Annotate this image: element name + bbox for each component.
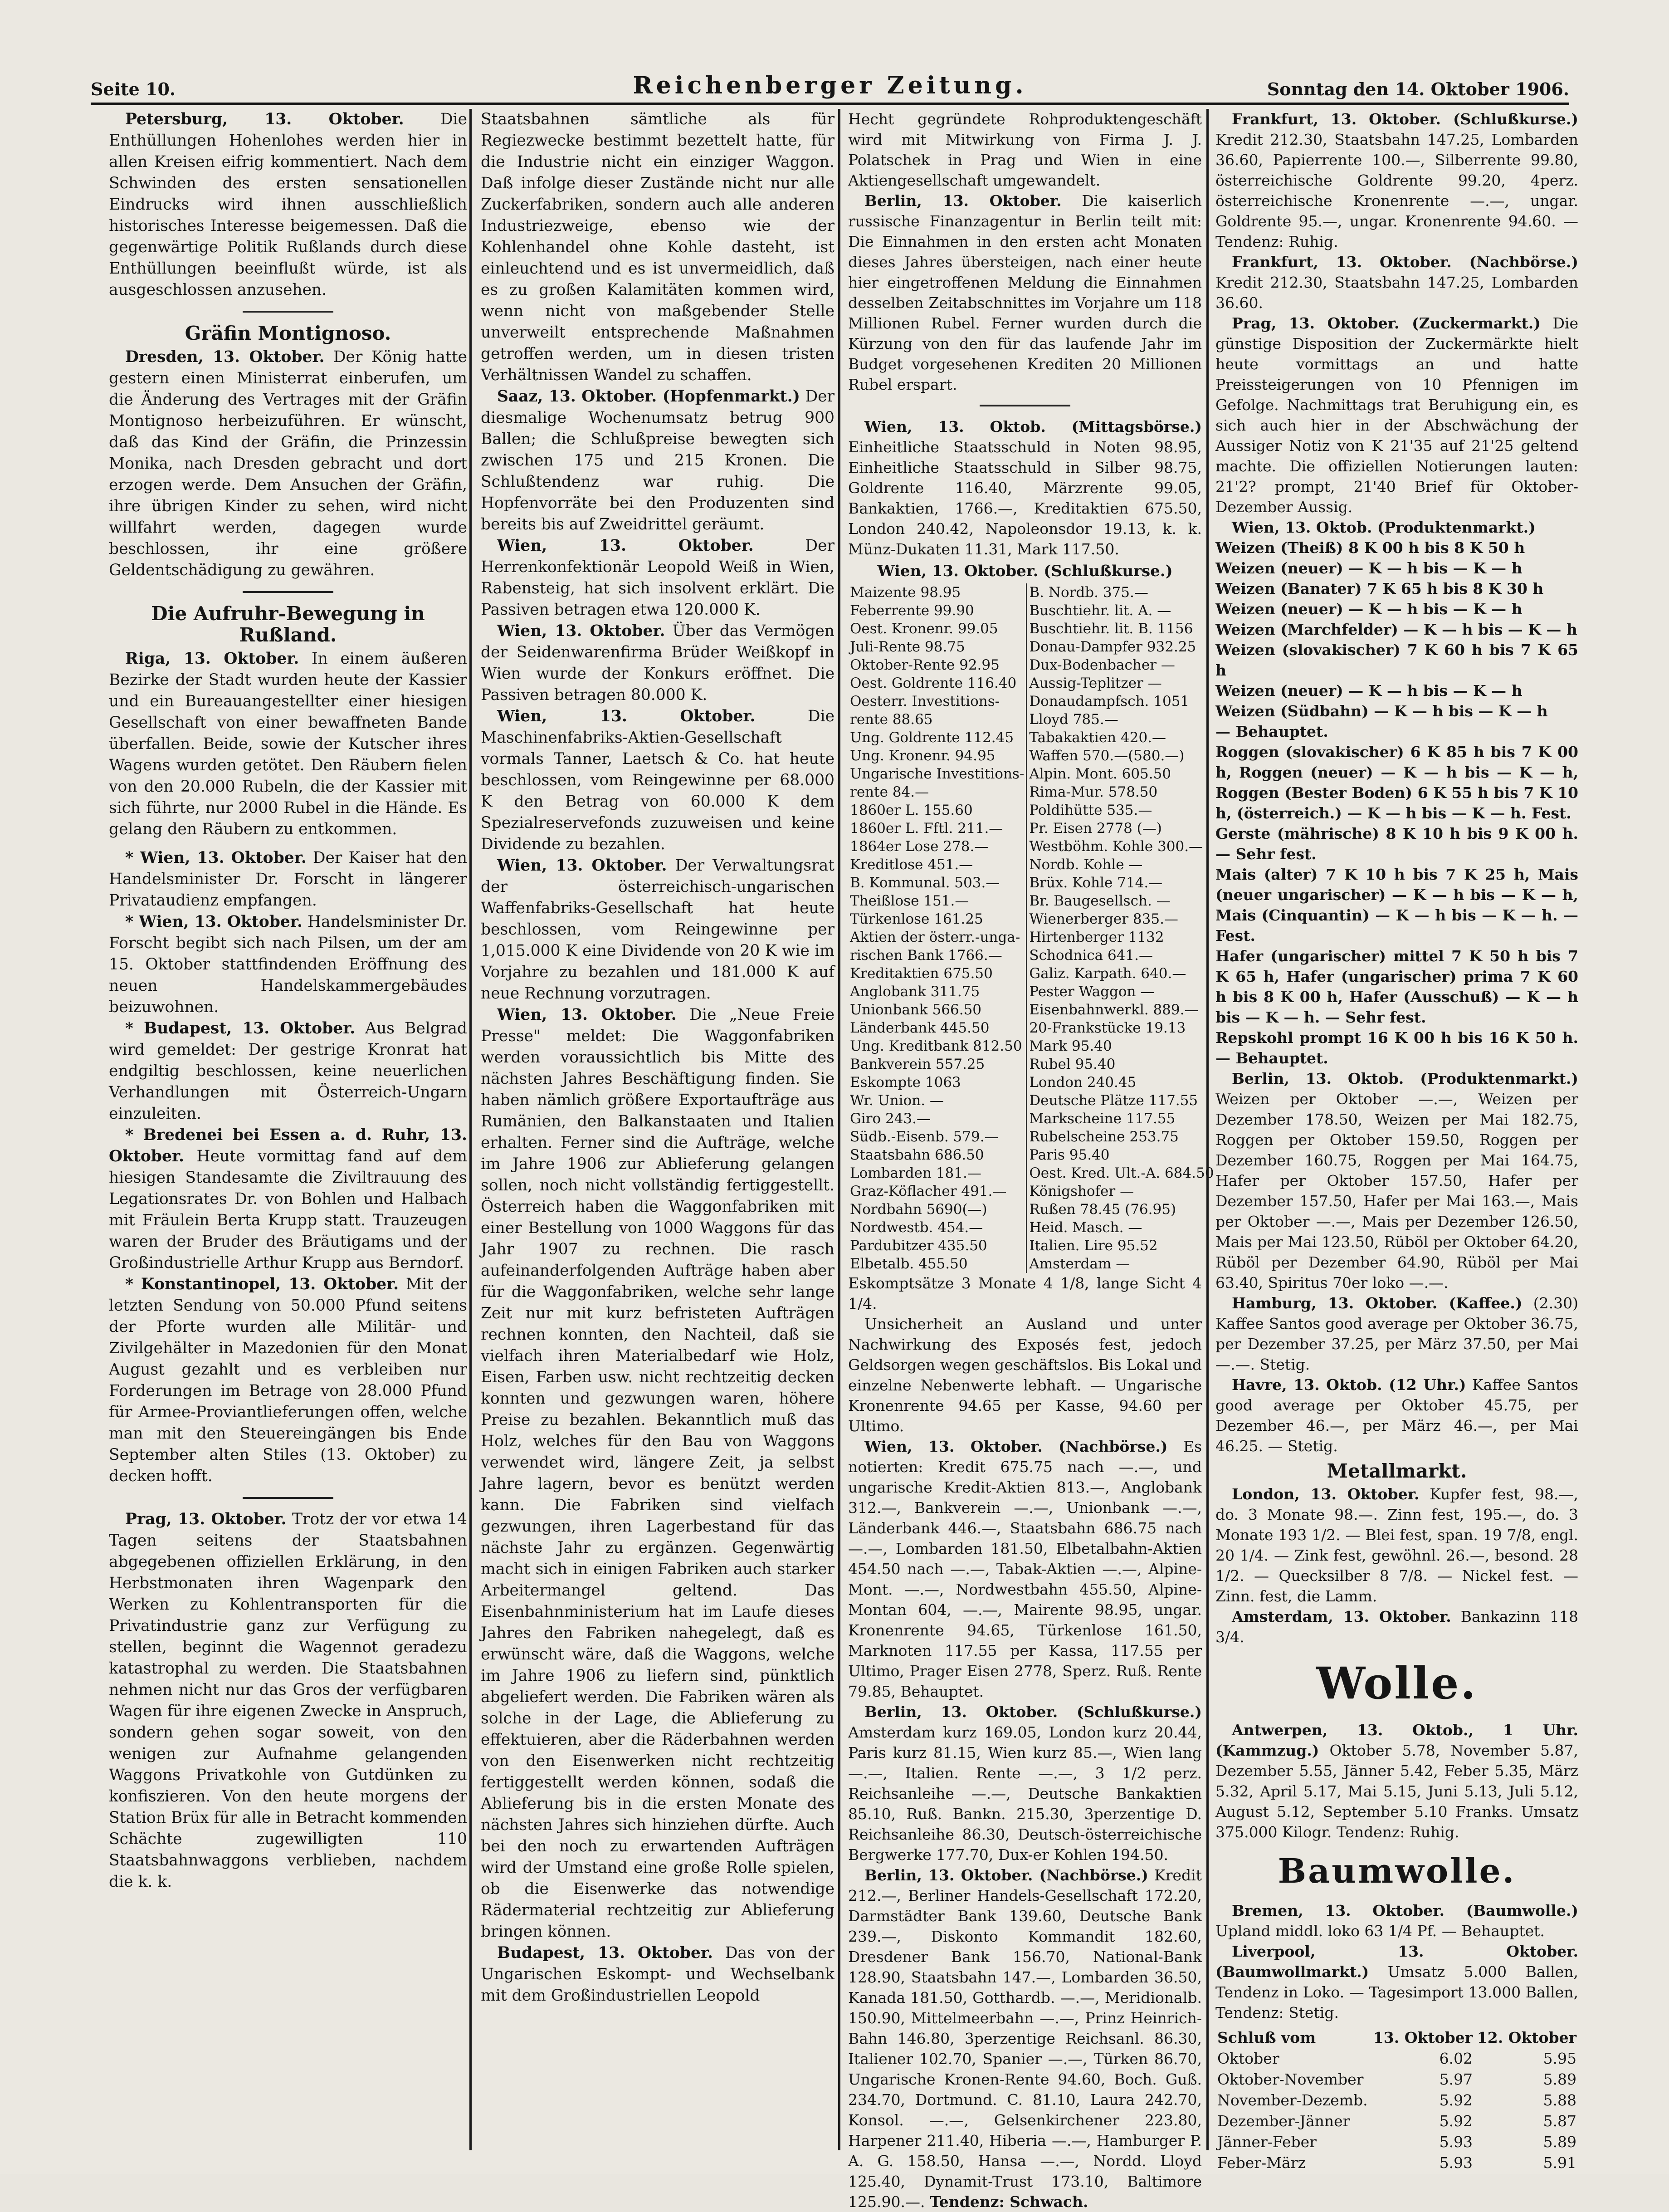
table-cell: Anglobank 311.75 bbox=[848, 983, 1027, 1001]
table-cell: Schodnica 641.— bbox=[1029, 947, 1153, 964]
table-cell: Nordb. Kohle — bbox=[1029, 856, 1143, 873]
table-cell: Königshofer — bbox=[1029, 1183, 1134, 1199]
table-cell: Oest. Kronenr. 99.05 bbox=[848, 620, 1027, 638]
table-cell: B. Nordb. 375.— bbox=[1029, 584, 1148, 601]
list-item: Weizen (Marchfelder) — K — h bis — K — h bbox=[1215, 621, 1577, 638]
table-cell: Südb.-Eisenb. 579.— bbox=[848, 1128, 1027, 1146]
table-cell: Aktien der österr.-unga- bbox=[848, 928, 1027, 946]
article-antwerpen: Antwerpen, 13. Oktob., 1 Uhr. (Kammzug.) Oktober 5.78, November 5.87, Dezember 5.55, Jänner 5.42, Feber 5.35, März 5.32, April 5.17, Mai 5.15, Juni 5.13, Juli 5.12, August 5.12, September 5.10 Franks. Umsatz 375.000 Kilogr. Tendenz: Ruhig. bbox=[1215, 1721, 1578, 1841]
table-row bbox=[848, 692, 1215, 710]
article-wien-waggon: Wien, 13. Oktober. Die „Neue Freie Presse" meldet: Die Waggonfabriken werden voraussichtlich bis Mitte des nächsten Jahres Beschäftigung finden. Sie haben nämlich größere Exportaufträge aus Rumänien, den Balkanstaaten und Italien erhalten. Ferner sind die Aufträge, welche im Jahre 1906 zur Ablieferung gelangen sollen, noch nicht vollständig fertiggestellt. Österreich haben die Waggonfabriken mit einer Bestellung von 1000 Waggons für das Jahr 1907 zu rechnen. Die rasch aufeinanderfolgenden Aufträge haben aber für die Waggonfabriken, welche sehr lange Zeit nur mit kurz befristeten Aufträgen rechnen konnten, den Nachteil, daß sie vielfach ihren Materialbedarf wie Holz, Eisen, Farben usw. nicht rechtzeitig decken konnten und gezwungen waren, höhere Preise zu bezahlen. Bekanntlich muß das Holz, welches für den Bau von Waggons verwendet wird, längere Zeit, ja selbst Jahre lagern, bevor es benützt werden kann. Die Fabriken sind vielfach gezwungen, ihren Lagerbestand für das nächste Jahr zu ergänzen. Gegenwärtig macht sich in einigen Fabriken auch starker Arbeitermangel geltend. Das Eisenbahnministerium hat im Laufe dieses Jahres den Fabriken nahegelegt, daß es erwünscht wäre, daß die Waggons, welche im Jahre 1906 zu liefern sind, pünktlich abgeliefert werden. Die Fabriken wären als solche in der Lage, die Ablieferung zu effektuieren, aber die Räderbahnen werden von den Eisenwerken nicht rechtzeitig fertiggestellt werden können, sodaß die Ablieferung bis in die ersten Monate des nächsten Jahres sich hinziehen dürfte. Auch bei den noch zu erwartenden Aufträgen wird der Umstand eine große Rolle spielen, ob die Eisenwerke das notwendige Rädermaterial rechtzeitig zur Ablieferung bringen können. bbox=[481, 1006, 834, 1941]
kurse-title: Wien, 13. Oktober. (Schlußkurse.) bbox=[877, 562, 1173, 580]
table-header: 12. Oktober bbox=[1477, 2029, 1576, 2046]
article-frankfurt-schluss: Frankfurt, 13. Oktober. (Schlußkurse.) Kredit 212.30, Staatsbahn 147.25, Lombarden 36.60, Papierrente 100.—, Silberrente 99.80, österreichische Goldrente 99.20, 4perz. österreichische Kronenrente —.—, ungar. Goldrente 95.—, ungar. Kronenrente 94.60. — Tendenz: Ruhig. bbox=[1215, 110, 1578, 250]
article-budapest-eskompt: Budapest, 13. Oktober. Das von der Ungarischen Eskompt- und Wechselbank mit dem Großindustriellen Leopold bbox=[481, 1944, 835, 2005]
table-row bbox=[848, 1091, 1215, 1110]
list-item: Roggen (slovakischer) 6 K 85 h bis 7 K 00 h, Roggen (neuer) — K — h bis — K — h, Roggen (Bester Boden) 6 K 55 h bis 7 K 10 h, (österreich.) — K — h bis — K — h. Fest. bbox=[1215, 743, 1578, 822]
table-row bbox=[848, 1019, 1215, 1037]
table-cell: Wienerberger 835.— bbox=[1029, 911, 1178, 927]
table-cell: Pr. Eisen 2778 (—) bbox=[1029, 820, 1162, 837]
table-cell: Graz-Köflacher 491.— bbox=[848, 1182, 1027, 1200]
table-cell: rente 84.— bbox=[848, 783, 1027, 801]
headline-baumwolle: Baumwolle. bbox=[1278, 1852, 1516, 1891]
table-cell: Amsterdam — bbox=[1029, 1256, 1130, 1272]
issue-date: Sonntag den 14. Oktober 1906. bbox=[1267, 79, 1569, 99]
headline-montignoso: Gräfin Montignoso. bbox=[185, 322, 391, 344]
article-liverpool: Liverpool, 13. Oktober. (Baumwollmarkt.) Umsatz 5.000 Ballen, Tendenz in Loko. — Tagesimport 13.000 Ballen, Tendenz: Stetig. bbox=[1215, 1943, 1578, 2021]
article-dresden: Dresden, 13. Oktober. Der König hatte gestern einen Ministerrat einberufen, um die Änderung des Vertrages mit der Gräfin Montignoso herbeizuführen. Er wünscht, daß das Kind der Gräfin, die Prinzessin Monika, nach Dresden gebracht und dort erzogen werde. Dem Ansuchen der Gräfin, ihre übrigen Kinder zu sehen, wird nicht willfahrt werden, dagegen wurde beschlossen, ihr eine größere Geldentschädigung zu gewähren. bbox=[109, 348, 467, 579]
table-header: Schluß vom bbox=[1217, 2029, 1316, 2046]
separator bbox=[980, 405, 1070, 406]
page-header bbox=[91, 68, 1569, 100]
table-cell: 5.93 bbox=[1439, 2154, 1473, 2172]
article-wien-2: * Wien, 13. Oktober. Handelsminister Dr. Forscht begibt sich nach Pilsen, um der am 15. Oktober stattfindenden Eröffnung des neuen Handelskammergebäudes beizuwohnen. bbox=[109, 913, 468, 1016]
table-cell: 1864er Lose 278.— bbox=[848, 837, 1027, 856]
table-cell: Buschtiehr. lit. A. — bbox=[1029, 602, 1171, 619]
article-london-metal: London, 13. Oktober. Kupfer fest, 98.—, do. 3 Monate 98.—. Zinn fest, 195.—, do. 3 Monate 193 1/2. — Blei fest, span. 19 7/8, engl. 20 1/4. — Zink fest, gewöhnl. 26.—, besond. 28 1/2. — Quecksilber 8 7/8. — Nickel fest. — Zinn. fest, die Lamm. bbox=[1215, 1485, 1578, 1605]
table-row bbox=[848, 1219, 1215, 1237]
list-item: Hafer (ungarischer) mittel 7 K 50 h bis 7 K 65 h, Hafer (ungarischer) prima 7 K 60 h bis 8 K 00 h, Hafer (Ausschuß) — K — h bis — K — h. — Sehr fest. bbox=[1215, 947, 1578, 1026]
table-row bbox=[848, 1001, 1215, 1019]
article-bremen: Bremen, 13. Oktober. (Baumwolle.) Upland middl. loko 63 1/4 Pf. — Behauptet. bbox=[1215, 1902, 1578, 1940]
table-cell: Nordwestb. 454.— bbox=[848, 1219, 1027, 1237]
article-wien-mittagsboerse: Wien, 13. Oktob. (Mittagsbörse.) Einheitliche Staatsschuld in Noten 98.95, Einheitliche Staatsschuld in Silber 98.75, Goldrente 116.40, Märzrente 99.05, Bankaktien, 1766.—, Kreditaktien 675.50, London 240.42, Napoleonsdor 19.13, k. k. Münz-Dukaten 11.31, Mark 117.50. bbox=[848, 418, 1202, 558]
table-row bbox=[848, 1055, 1215, 1073]
table-cell: Feberrente 99.90 bbox=[848, 602, 1027, 620]
table-cell: Wr. Union. — bbox=[848, 1091, 1027, 1110]
table-cell: Kreditlose 451.— bbox=[848, 856, 1027, 874]
table-row bbox=[848, 964, 1215, 983]
headline-wolle: Wolle. bbox=[1316, 1658, 1478, 1709]
article-wien-produkten: Wien, 13. Oktob. (Produktenmarkt.) bbox=[1232, 519, 1536, 536]
article-hamburg-kaffee: Hamburg, 13. Oktober. (Kaffee.) (2.30) Kaffee Santos good average per Oktober 36.75, per Dezember 37.25, per März 37.50, per Mai —.—. Stetig. bbox=[1215, 1294, 1578, 1373]
column-rule bbox=[838, 109, 840, 2150]
article-havre-kaffee: Havre, 13. Oktob. (12 Uhr.) Kaffee Santos good average per Oktober 45.75, per Dezember 46.—, per März 46.—, per Mai 46.25. — Stetig. bbox=[1215, 1376, 1579, 1455]
table-header: 13. Oktober bbox=[1373, 2029, 1473, 2046]
table-row bbox=[848, 928, 1215, 946]
table-cell: Galiz. Karpath. 640.— bbox=[1029, 965, 1186, 982]
table-row bbox=[1215, 2090, 1578, 2111]
table-row bbox=[848, 1128, 1215, 1146]
table-row bbox=[848, 1200, 1215, 1219]
table-cell: Bankverein 557.25 bbox=[848, 1055, 1027, 1073]
table-cell: Waffen 570.—(580.—) bbox=[1029, 748, 1185, 764]
article-berlin-schluss: Berlin, 13. Oktober. (Schlußkurse.) Amsterdam kurz 169.05, London kurz 20.44, Paris kurz 81.15, Wien kurz 85.—, Wien lang —.—, Italien. Rente —.—, 3 1/2 perz. Reichsanleihe —.—, Deutsche Bankaktien 85.10, Ruß. Bankn. 215.30, 3perzentige D. Reichsanleihe 86.30, Deutsch-österreichische Bergwerke 177.70, Dux-er Kohlen 194.50. bbox=[848, 1703, 1202, 1864]
table-cell: rischen Bank 1766.— bbox=[848, 946, 1027, 964]
article-wien-tanner: Wien, 13. Oktober. Die Maschinenfabriks-Aktien-Gesellschaft vormals Tanner, Laetsch & Co. hat heute beschlossen, vom Reingewinne per 68.000 K den Betrag von 60.000 K dem Spezialreservefonds zuzuweisen und keine Dividende zu bezahlen. bbox=[481, 707, 834, 853]
grain-list bbox=[1215, 538, 1578, 1068]
separator bbox=[243, 591, 333, 593]
table-cell: Br. Baugesellsch. — bbox=[1029, 893, 1171, 909]
list-item: Weizen (neuer) — K — h bis — K — h bbox=[1215, 600, 1523, 618]
table-row bbox=[1215, 2048, 1578, 2069]
table-row bbox=[848, 583, 1215, 602]
article-budapest: * Budapest, 13. Oktober. Aus Belgrad wird gemeldet: Der gestrige Kronrat hat endgiltig beschlossen, keine neuerlichen Verhandlungen mit Österreich-Ungarn einzuleiten. bbox=[109, 1019, 467, 1123]
masthead: Reichenberger Zeitung. bbox=[633, 72, 1027, 99]
table-cell: Jänner-Feber bbox=[1217, 2133, 1317, 2151]
table-row bbox=[848, 729, 1215, 747]
table-cell: Markscheine 117.55 bbox=[1029, 1111, 1176, 1127]
table-cell: 5.88 bbox=[1543, 2091, 1576, 2109]
article-berlin-produkten: Berlin, 13. Oktob. (Produktenmarkt.) Weizen per Oktober —.—, Weizen per Dezember 178.50, Weizen per Mai 182.75, Roggen per Oktober 159.50, Roggen per Dezember 160.75, Roggen per Mai 164.75, Hafer per Oktober 157.50, Hafer per Dezember 157.50, Hafer per Mai 163.—, Mais per Oktober —.—, Mais per Dezember 126.50, Mais per Mai 123.50, Rüböl per Oktober 64.20, Rüböl per Dezember 64.90, Rüböl per Mai 63.40, Spiritus 70er loko —.—. bbox=[1215, 1070, 1578, 1292]
table-row bbox=[848, 765, 1215, 783]
table-cell: Brüx. Kohle 714.— bbox=[1029, 875, 1163, 891]
table-cell: Elbetalb. 455.50 bbox=[848, 1255, 1027, 1273]
table-cell: Westböhm. Kohle 300.— bbox=[1029, 838, 1203, 855]
article-wien-waffen: Wien, 13. Oktober. Der Verwaltungsrat der österreichisch-ungarischen Waffenfabriks-Gesellschaft hat heute beschlossen, vom Reingewinne per 1,015.000 K eine Dividende von 20 K wie im Vorjahre zu bezahlen und 181.000 K auf neue Rechnung vorzutragen. bbox=[481, 856, 835, 1003]
separator bbox=[243, 1497, 333, 1499]
table-cell: 1860er L. Fftl. 211.— bbox=[848, 819, 1027, 837]
table-row bbox=[1215, 2153, 1578, 2173]
article-wien-1: * Wien, 13. Oktober. Der Kaiser hat den Handelsminister Dr. Forscht in längerer Privataudienz empfangen. bbox=[109, 849, 468, 910]
table-cell: Kreditaktien 675.50 bbox=[848, 964, 1027, 983]
table-cell: 6.02 bbox=[1439, 2050, 1473, 2067]
table-row bbox=[848, 856, 1215, 874]
table-cell: Italien. Lire 95.52 bbox=[1029, 1238, 1158, 1254]
list-item: — Behauptet. bbox=[1215, 723, 1328, 740]
table-cell: Deutsche Plätze 117.55 bbox=[1029, 1092, 1198, 1109]
table-cell: Staatsbahn 686.50 bbox=[848, 1146, 1027, 1164]
article-saaz: Saaz, 13. Oktober. (Hopfenmarkt.) Der diesmalige Wochenumsatz betrug 900 Ballen; die Schlußpreise bewegten sich zwischen 175 und 215 Kronen. Die Schlußtendenz war ruhig. Die Hopfenvorräte bei den Produzenten sind bereits bis auf Zweidrittel geräumt. bbox=[481, 387, 835, 533]
list-item: Weizen (neuer) — K — h bis — K — h bbox=[1215, 559, 1523, 577]
market-comment: Unsicherheit an Ausland und unter Nachwirkung des Exposés fest, jedoch Geldsorgen wegen geschäftslos. Bis Lokal und einzelne Nebenwerte lebhaft. — Ungarische Kronenrente 94.65 per Kasse, 94.60 per Ultimo. bbox=[848, 1315, 1202, 1435]
list-item: Weizen (slovakischer) 7 K 60 h bis 7 K 65 h bbox=[1215, 641, 1578, 679]
column-rule bbox=[469, 109, 472, 2150]
table-cell: Donau-Dampfer 932.25 bbox=[1029, 639, 1196, 655]
article-konstantinopel: * Konstantinopel, 13. Oktober. Mit der letzten Sendung von 50.000 Pfund seitens der Pforte wurden alle Militär- und Zivilgehälter in Mazedonien für den Monat August gezahlt und es verbleiben nur Forderungen im Betrage von 28.000 Pfund für Armee-Proviantlieferungen offen, welche man mit den Steuereingängen bis Ende September alten Stiles (13. Oktober) zu decken hofft. bbox=[109, 1275, 467, 1485]
table-cell: 5.87 bbox=[1543, 2112, 1576, 2130]
list-item: Gerste (mährische) 8 K 10 h bis 9 K 00 h. — Sehr fest. bbox=[1215, 825, 1578, 863]
article-prag-wagennot: Prag, 13. Oktober. Trotz der vor etwa 14 Tagen seitens der Staatsbahnen abgegebenen offiziellen Erklärung, in den Herbstmonaten ihren Wagenpark den Werken zu Kohlentransporten für die Privatindustrie ganz zur Verfügung zu stellen, beginnt die Wagennot geradezu katastrophal zu werden. Die Staatsbahnen nehmen nicht nur das Gros der verfügbaren Wagen für ihre eigenen Zwecke in Anspruch, sondern gehen sogar soweit, von den wenigen zur Aufnahme gelangenden Waggons Privatkohle von Gutdünken zu konfiszieren. Von den heute morgens der Station Brüx für alle in Betracht kommenden Schächte zugewilligten 110 Staatsbahnwaggons verblieben, nachdem die k. k. bbox=[109, 1510, 467, 1891]
table-cell: Eisenbahnwerkl. 889.— bbox=[1029, 1002, 1199, 1018]
list-item: Weizen (Banater) 7 K 65 h bis 8 K 30 h bbox=[1215, 580, 1544, 597]
table-row bbox=[848, 874, 1215, 892]
table-row bbox=[848, 674, 1215, 692]
table-row bbox=[848, 747, 1215, 765]
table-row bbox=[848, 656, 1215, 674]
table-cell: Heid. Masch. — bbox=[1029, 1219, 1142, 1236]
table-cell: Donaudampfsch. 1051 bbox=[1029, 693, 1190, 710]
table-cell: Ungarische Investitions- bbox=[848, 765, 1027, 783]
article-riga: Riga, 13. Oktober. In einem äußeren Bezirke der Stadt wurden heute der Kassier und ein Bureauangestellter einer hiesigen Gesellschaft von einer bewaffneten Bande überfallen. Beide, sowie der Kutscher ihres Wagens wurden getötet. Den Räubern fielen von den 20.000 Rubeln, die der Kassier mit sich führte, nur 2000 Rubel in die Hände. Es gelang den Räubern zu entkommen. bbox=[109, 650, 468, 838]
article-wien-nachboerse: Wien, 13. Oktober. (Nachbörse.) Es notierten: Kredit 675.75 nach —.—, und ungarische Kredit-Aktien 813.—, Anglobank 312.—, Bankverein —.—, Unionbank —.—, Länderbank 446.—, Staatsbahn 686.75 nach —.—, Lombarden 181.50, Elbetalbahn-Aktien 454.50 nach —.—, Tabak-Aktien —.—, Alpine-Mont. —.—, Nordwestbahn 455.50, Alpine-Montan 604, —.—, Mairente 98.95, ungar. Kronenrente 94.65, Türkenlose 161.50, Marknoten 117.55 per Kassa, 117.55 per Ultimo, Prager Eisen 2778, Sperz. Ruß. Rente 79.85, Behauptet. bbox=[848, 1438, 1202, 1700]
table-cell: London 240.45 bbox=[1029, 1074, 1137, 1091]
table-row bbox=[848, 892, 1215, 910]
table-cell: Türkenlose 161.25 bbox=[848, 910, 1027, 928]
table-cell: Oktober-November bbox=[1217, 2070, 1364, 2088]
table-cell: Ung. Goldrente 112.45 bbox=[848, 729, 1027, 747]
table-cell: Rima-Mur. 578.50 bbox=[1029, 784, 1158, 800]
article-amsterdam: Amsterdam, 13. Oktober. Bankazinn 118 3/4. bbox=[1215, 1608, 1578, 1646]
table-cell: Pardubitzer 435.50 bbox=[848, 1237, 1027, 1255]
table-cell: 5.93 bbox=[1439, 2133, 1473, 2151]
page-number: Seite 10. bbox=[91, 79, 176, 99]
headline-metallmarkt: Metallmarkt. bbox=[1327, 1460, 1467, 1482]
table-row bbox=[1215, 2111, 1578, 2132]
table-row bbox=[848, 1146, 1215, 1164]
table-row bbox=[848, 602, 1215, 620]
table-cell: Tabakaktien 420.— bbox=[1029, 729, 1166, 746]
table-cell: 20-Frankstücke 19.13 bbox=[1029, 1020, 1186, 1036]
table-cell: Dezember-Jänner bbox=[1217, 2112, 1350, 2130]
table-cell: Giro 243.— bbox=[848, 1110, 1027, 1128]
table-row bbox=[848, 837, 1215, 856]
table-cell: 5.89 bbox=[1543, 2070, 1576, 2088]
table-row bbox=[848, 638, 1215, 656]
eskomptsaetze: Eskomptsätze 3 Monate 4 1/8, lange Sicht 4 1/4. bbox=[848, 1274, 1202, 1312]
table-cell: Rubelscheine 253.75 bbox=[1029, 1129, 1179, 1145]
table-row bbox=[848, 710, 1215, 729]
table-cell: 1860er L. 155.60 bbox=[848, 801, 1027, 819]
table-cell: Maizente 98.95 bbox=[848, 583, 1027, 602]
table-cell: Paris 95.40 bbox=[1029, 1147, 1110, 1163]
table-cell: Lombarden 181.— bbox=[848, 1164, 1027, 1182]
table-cell: November-Dezemb. bbox=[1217, 2091, 1368, 2109]
table-cell: 5.92 bbox=[1439, 2112, 1473, 2130]
table-cell: Oest. Kred. Ult.-A. 684.50 bbox=[1029, 1165, 1214, 1181]
table-cell: B. Kommunal. 503.— bbox=[848, 874, 1027, 892]
table-row bbox=[1215, 2069, 1578, 2090]
table-cell: rente 88.65 bbox=[848, 710, 1027, 729]
headline-aufruhr: Die Aufruhr-Bewegung in Rußland. bbox=[151, 602, 425, 646]
table-cell: Rußen 78.45 (76.95) bbox=[1029, 1201, 1176, 1218]
article-berlin-nachboerse: Berlin, 13. Oktober. (Nachbörse.) Kredit 212.—, Berliner Handels-Gesellschaft 172.20, Darmstädter Bank 139.60, Deutsche Bank 239.—, Diskonto Kommandit 182.60, Dresdener Bank 156.70, National-Bank 128.90, Staatsbahn 147.—, Lombarden 36.50, Kanada 181.50, Gotthardb. —.—, Meridionalb. 150.90, Mittelmeerbahn —.—, Prinz Heinrich-Bahn 146.80, 3perzentige Reichsanl. 86.30, Italiener 102.70, Spanier —.—, Türken 86.70, Ungarische Kronen-Rente 94.60, Boch. Guß. 234.70, Dortmund. C. 81.10, Laura 242.70, Konsol. —.—, Gelsenkirchener 223.80, Harpener 211.40, Hiberia —.—, Hamburger P. A. G. 158.50, Hansa —.—, Nordd. Lloyd 125.40, Dynamit-Trust 173.10, Baltimore 125.90.—. Tendenz: Schwach. bbox=[848, 1866, 1202, 2211]
table-row bbox=[848, 910, 1215, 928]
article-wien-weiss: Wien, 13. Oktober. Der Herrenkonfektionär Leopold Weiß in Wien, Rabensteig, hat sich insolvent erklärt. Die Passiven betragen etwa 120.000 K. bbox=[481, 537, 834, 619]
article-frankfurt-nach: Frankfurt, 13. Oktober. (Nachbörse.) Kredit 212.30, Staatsbahn 147.25, Lombarden 36.60. bbox=[1215, 253, 1578, 312]
table-row bbox=[848, 1237, 1215, 1255]
column-3 bbox=[848, 109, 1214, 2211]
table-cell: Länderbank 445.50 bbox=[848, 1019, 1027, 1037]
table-cell: Aussig-Teplitzer — bbox=[1029, 675, 1162, 691]
article-bredenei: * Bredenei bei Essen a. d. Ruhr, 13. Oktober. Heute vormittag fand auf dem hiesigen Standesamte die Ziviltrauung des Legationsrates Dr. von Bohlen und Halbach mit Fräulein Berta Krupp statt. Trauzeugen waren der Bruder des Bräutigams und der Großindustrielle Arthur Krupp aus Berndorf. bbox=[109, 1126, 468, 1272]
column-1 bbox=[109, 109, 467, 2150]
article-prag-continued: Staatsbahnen sämtliche als für Regiezwecke bestimmt bezettelt hatte, für die Industrie nicht ein einziger Waggon. Daß infolge dieser Zustände nicht nur alle Zuckerfabriken, sondern auch alle anderen Industriezweige, ebenso wie der Kohlenhandel ohne Kohle dasteht, ist einleuchtend und es ist unvermeidlich, daß es zu großen Kalamitäten kommen wird, wenn nicht von maßgebender Stelle unverweilt entsprechende Maßnahmen getroffen werden, um in diesen tristen Verhältnissen Wandel zu schaffen. bbox=[481, 110, 834, 384]
list-item: Weizen (Südbahn) — K — h bis — K — h bbox=[1215, 702, 1548, 720]
article-berlin-finanz: Berlin, 13. Oktober. Die kaiserlich russische Finanzagentur in Berlin teilt mit: Die Einnahmen in den ersten acht Monaten dieses Jahres übersteigen, nach einer heute hier eingetroffenen Meldung die Einnahmen desselben Zeitabschnittes im Vorjahre um 118 Millionen Rubel. Ferner wurden durch die Kürzung von den für das laufende Jahr im Budget vorgesehenen Krediten 20 Millionen Rubel erspart. bbox=[848, 192, 1202, 393]
list-item: Weizen (neuer) — K — h bis — K — h bbox=[1215, 682, 1523, 700]
table-cell: Nordbahn 5690(—) bbox=[848, 1200, 1027, 1219]
table-cell: Oesterr. Investitions- bbox=[848, 692, 1027, 710]
table-cell: Juli-Rente 98.75 bbox=[848, 638, 1027, 656]
table-row bbox=[848, 1255, 1215, 1273]
table-cell: Ung. Kronenr. 94.95 bbox=[848, 747, 1027, 765]
article-wien-weisskopf: Wien, 13. Oktober. Über das Vermögen der Seidenwarenfirma Brüder Weißkopf in Wien wurde der Konkurs eröffnet. Die Passiven betragen 80.000 K. bbox=[481, 622, 834, 704]
header-rule bbox=[91, 103, 1569, 105]
table-cell: Hirtenberger 1132 bbox=[1029, 929, 1164, 945]
table-cell: Theißlose 151.— bbox=[848, 892, 1027, 910]
article-prag-zucker: Prag, 13. Oktober. (Zuckermarkt.) Die günstige Disposition der Zuckermärkte hielt heute vormittags an und hatte Preissteigerungen von 10 Pfennigen im Gefolge. Nachmittags trat Beruhigung ein, es sich auch hier in der Abschwächung der Aussiger Notiz von K 21'35 auf 21'25 geltend machte. Die offiziellen Notierungen lauten: 21'2? prompt, 21'40 Brief für Oktober-Dezember Aussig. bbox=[1215, 314, 1578, 516]
table-cell: Alpin. Mont. 605.50 bbox=[1029, 766, 1171, 782]
table-row bbox=[848, 819, 1215, 837]
table-cell: 5.92 bbox=[1439, 2091, 1473, 2109]
table-row bbox=[848, 1164, 1215, 1182]
separator bbox=[243, 311, 333, 313]
table-row bbox=[848, 1073, 1215, 1091]
table-row bbox=[848, 783, 1215, 801]
table-cell: Lloyd 785.— bbox=[1029, 711, 1118, 728]
table-cell: Buschtiehr. lit. B. 1156 bbox=[1029, 621, 1193, 637]
list-item: Mais (alter) 7 K 10 h bis 7 K 25 h, Mais (neuer ungarischer) — K — h bis — K — h, Mais (Cinquantin) — K — h bis — K — h. — Fest. bbox=[1215, 866, 1578, 945]
table-cell: Unionbank 566.50 bbox=[848, 1001, 1027, 1019]
table-row bbox=[848, 801, 1215, 819]
table-row bbox=[848, 1182, 1215, 1200]
table-cell: 5.89 bbox=[1543, 2133, 1576, 2151]
column-4 bbox=[1215, 109, 1579, 2172]
table-cell: 5.95 bbox=[1543, 2050, 1576, 2067]
table-row bbox=[848, 1110, 1215, 1128]
table-cell: 5.91 bbox=[1543, 2154, 1576, 2172]
kurse-table bbox=[848, 583, 1215, 1273]
table-cell: Oest. Goldrente 116.40 bbox=[848, 674, 1027, 692]
article-budapest-continued: Hecht gegründete Rohproduktengeschäft wird mit Mitwirkung von Firma J. J. Polatschek in Prag und Wien in eine Aktiengesellschaft umgewandelt. bbox=[848, 110, 1202, 189]
table-cell: Ung. Kreditbank 812.50 bbox=[848, 1037, 1027, 1055]
table-row bbox=[1215, 2132, 1578, 2153]
table-row bbox=[848, 1037, 1215, 1055]
table-cell: Mark 95.40 bbox=[1029, 1038, 1112, 1054]
table-cell: Pester Waggon — bbox=[1029, 984, 1155, 1000]
table-row bbox=[848, 983, 1215, 1001]
column-2 bbox=[481, 109, 834, 2150]
table-row bbox=[848, 620, 1215, 638]
table-cell: Poldihütte 535.— bbox=[1029, 802, 1152, 818]
list-item: Weizen (Theiß) 8 K 00 h bis 8 K 50 h bbox=[1215, 539, 1525, 557]
table-row bbox=[848, 946, 1215, 964]
table-cell: Dux-Bodenbacher — bbox=[1029, 657, 1175, 673]
table-cell: Feber-März bbox=[1217, 2154, 1306, 2172]
table-cell: Eskompte 1063 bbox=[848, 1073, 1027, 1091]
list-item: Repskohl prompt 16 K 00 h bis 16 K 50 h. — Behauptet. bbox=[1215, 1029, 1578, 1067]
table-cell: Rubel 95.40 bbox=[1029, 1056, 1116, 1072]
table-cell: Oktober-Rente 92.95 bbox=[848, 656, 1027, 674]
article-petersburg: Petersburg, 13. Oktober. Die Enthüllungen Hohenlohes werden hier in allen Kreisen eifrig kommentiert. Nach dem Schwinden des ersten sensationellen Eindrucks wird ihnen ausschließlich historisches Interesse beigemessen. Daß die gegenwärtige Politik Rußlands durch diese Enthüllungen beeinflußt würde, ist als ausgeschlossen anzusehen. bbox=[109, 110, 467, 299]
cotton-quotes-table bbox=[1215, 2027, 1578, 2173]
table-cell: 5.97 bbox=[1439, 2070, 1473, 2088]
table-cell: Oktober bbox=[1217, 2050, 1279, 2067]
